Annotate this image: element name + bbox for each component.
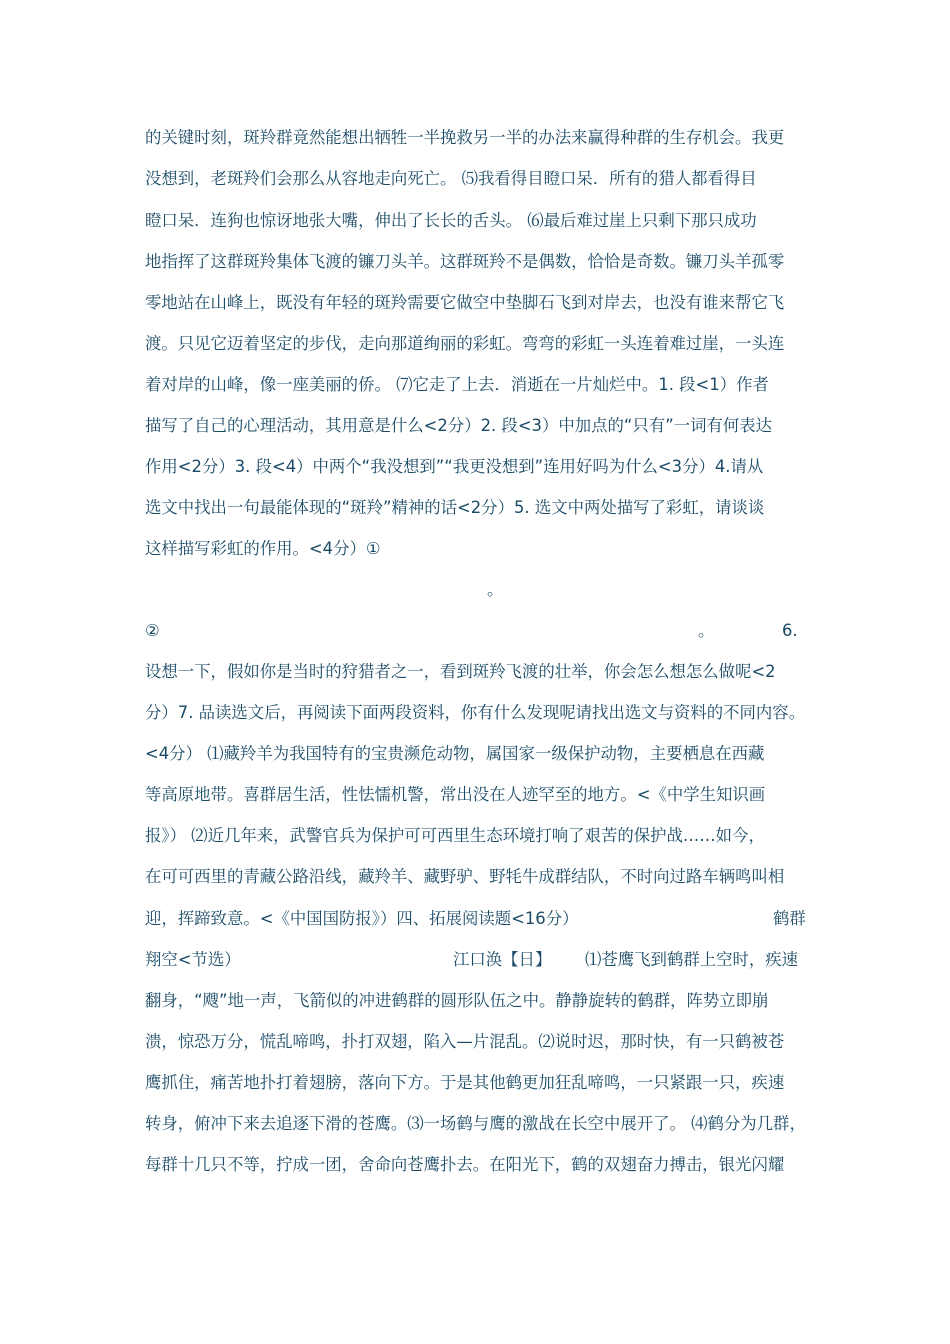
text-segment: 报》） ⑵近几年来，武警官兵为保护可可西里生态环境打响了艰苦的保护战……如今， (145, 826, 765, 845)
text-line (145, 372, 825, 398)
text-segment: ② (145, 621, 160, 640)
text-line (145, 618, 825, 644)
text-segment: 翻身，“飕”地一声，飞箭似的冲进鹤群的圆形队伍之中。静静旋转的鹤群，阵势立即崩 (145, 991, 769, 1010)
text-line (145, 495, 825, 521)
text-line (145, 1070, 825, 1096)
text-segment: 分）7. 品读选文后，再阅读下面两段资料，你有什么发现呢请找出选文与资料的不同内容。 (145, 703, 806, 722)
text-segment: 瞪口呆．连狗也惊讶地张大嘴，伸出了长长的舌头。 ⑹最后难过崖上只剩下那只成功 (145, 211, 757, 230)
text-segment: 江口涣【日】 (453, 950, 552, 969)
text-segment: 鹤群 (773, 909, 806, 928)
text-segment: 翔空<节选） (145, 950, 241, 969)
text-line (145, 700, 825, 726)
text-segment: <4分） ⑴藏羚羊为我国特有的宝贵濒危动物，属国家一级保护动物，主要栖息在西藏 (145, 744, 765, 763)
text-line (145, 125, 825, 151)
text-line (145, 413, 825, 439)
text-segment: 描写了自己的心理活动，其用意是什么<2分）2. 段<3）中加点的“只有”一词有何表达 (145, 416, 773, 435)
text-segment: 没想到，老斑羚们会那么从容地走向死亡。 ⑸我看得目瞪口呆．所有的猎人都看得目 (145, 169, 757, 188)
text-line (145, 577, 825, 603)
text-segment: 作用<2分）3. 段<4）中两个“我没想到”“我更没想到”连用好吗为什么<3分）4.请从 (145, 457, 764, 476)
text-segment: 6. (782, 621, 798, 640)
text-segment: ⑴苍鹰飞到鹤群上空时，疾速 (585, 950, 799, 969)
text-line (145, 741, 825, 767)
text-segment: 的关键时刻，斑羚群竟然能想出牺牲一半挽救另一半的办法来赢得种群的生存机会。我更 (145, 128, 785, 147)
text-line (145, 166, 825, 192)
text-line (145, 249, 825, 275)
text-segment: 。 (698, 621, 715, 640)
text-segment: 溃，惊恐万分，慌乱啼鸣，扑打双翅，陷入—片混乱。⑵说时迟，那时快，有一只鹤被苍 (145, 1032, 785, 1051)
text-line (145, 1152, 825, 1178)
text-segment: 着对岸的山峰，像一座美丽的侨。 ⑺它走了上去．消逝在一片灿烂中。1. 段<1）作者 (145, 375, 769, 394)
text-segment: 零地站在山峰上，既没有年轻的斑羚需要它做空中垫脚石飞到对岸去，也没有谁来帮它飞 (145, 293, 785, 312)
text-line (145, 782, 825, 808)
text-segment: 这样描写彩虹的作用。<4分）① (145, 539, 381, 558)
text-line (145, 947, 825, 973)
text-segment: 。 (487, 580, 504, 599)
text-segment: 转身，俯冲下来去追逐下滑的苍鹰。⑶一场鹤与鹰的激战在长空中展开了。 ⑷鹤分为几群， (145, 1114, 806, 1133)
text-segment: 在可可西里的青藏公路沿线，藏羚羊、藏野驴、野牦牛成群结队，不时向过路车辆鸣叫相 (145, 867, 785, 886)
text-segment: 设想一下，假如你是当时的狩猎者之一，看到斑羚飞渡的壮举，你会怎么想怎么做呢<2 (145, 662, 776, 681)
text-line (145, 906, 825, 932)
text-segment: 每群十几只不等，拧成一团，舍命向苍鹰扑去。在阳光下，鹤的双翅奋力搏击，银光闪耀 (145, 1155, 785, 1174)
text-segment: 渡。只见它迈着坚定的步伐，走向那道绚丽的彩虹。弯弯的彩虹一头连着难过崖，一头连 (145, 334, 785, 353)
text-segment: 鹰抓住，痛苦地扑打着翅膀，落向下方。于是其他鹤更加狂乱啼鸣，一只紧跟一只，疾速 (145, 1073, 785, 1092)
text-line (145, 988, 825, 1014)
text-line (145, 823, 825, 849)
text-line (145, 864, 825, 890)
text-line (145, 331, 825, 357)
text-line (145, 1111, 825, 1137)
text-line (145, 536, 825, 562)
text-line (145, 659, 825, 685)
text-line (145, 1029, 825, 1055)
text-segment: 地指挥了这群斑羚集体飞渡的镰刀头羊。这群斑羚不是偶数，恰恰是奇数。镰刀头羊孤零 (145, 252, 785, 271)
text-segment: 等高原地带。喜群居生活，性怯懦机警，常出没在人迹罕至的地方。<《中学生知识画 (145, 785, 766, 804)
text-line (145, 208, 825, 234)
text-line (145, 454, 825, 480)
text-segment: 选文中找出一句最能体现的“斑羚”精神的话<2分）5. 选文中两处描写了彩虹，请谈谈 (145, 498, 765, 517)
text-segment: 迎，挥蹄致意。<《中国国防报》）四、拓展阅读题<16分） (145, 909, 579, 928)
text-line (145, 290, 825, 316)
